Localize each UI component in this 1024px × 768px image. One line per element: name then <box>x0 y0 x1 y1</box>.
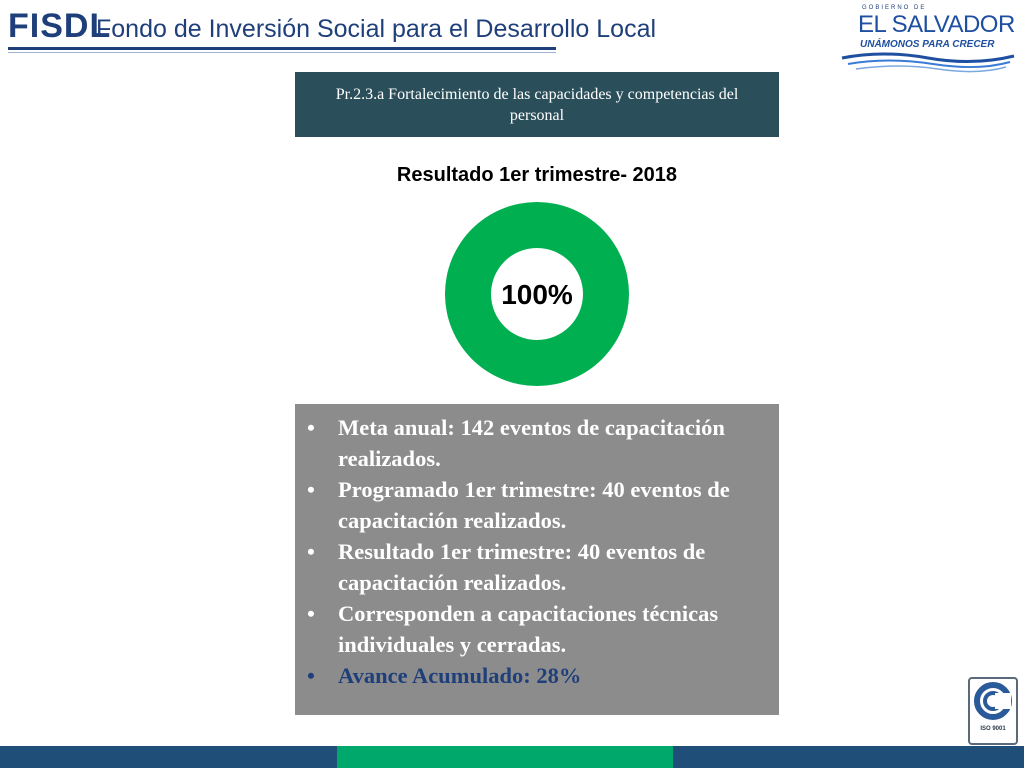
footer-bar-right <box>673 746 1024 768</box>
list-item-text: Meta anual: 142 eventos de capacitación realizados. <box>338 415 725 471</box>
gov-name: EL SALVADOR <box>858 11 1015 38</box>
bullet-icon: • <box>307 601 315 626</box>
list-item <box>307 412 763 474</box>
chart-title: Resultado 1er trimestre- 2018 <box>396 164 678 186</box>
logo-underline-thin <box>8 52 556 53</box>
footer-bar-left <box>0 746 337 768</box>
gov-small-label: GOBIERNO DE <box>862 5 927 11</box>
iso-label: ISO 9001 <box>980 726 1006 732</box>
bullet-icon: • <box>307 663 315 688</box>
fisdl-logo <box>4 6 657 58</box>
fisdl-acronym: FISDL <box>8 7 112 45</box>
list-item <box>307 474 763 536</box>
list-item-text: Resultado 1er trimestre: 40 eventos de capacitación realizados. <box>338 539 706 595</box>
info-box <box>295 404 779 715</box>
footer-bar-middle <box>337 746 673 768</box>
bullet-icon: • <box>307 477 315 502</box>
list-item-text: Programado 1er trimestre: 40 eventos de capacitación realizados. <box>338 477 730 533</box>
list-item <box>307 598 763 660</box>
donut-chart <box>444 201 630 387</box>
fisdl-full-name: Fondo de Inversión Social para el Desarrollo Local <box>96 15 657 43</box>
donut-center-label: 100% <box>501 279 573 310</box>
iso-badge <box>968 677 1018 745</box>
logo-underline <box>8 47 556 50</box>
bullet-icon: • <box>307 415 315 440</box>
section-title: Pr.2.3.a Fortalecimiento de las capacidades y competencias del personal <box>295 72 779 137</box>
bullet-icon: • <box>307 539 315 564</box>
list-item-highlight <box>307 660 763 691</box>
iso-logo-icon <box>970 679 1016 723</box>
gov-slogan: UNÁMONOS PARA CRECER <box>860 39 995 50</box>
gobierno-logo <box>838 2 1018 76</box>
waves-icon <box>838 50 1018 74</box>
list-item-text: Corresponden a capacitaciones técnicas individuales y cerradas. <box>338 601 719 657</box>
list-item <box>307 536 763 598</box>
bullet-list <box>307 412 763 691</box>
list-item-text: Avance Acumulado: 28% <box>338 663 582 688</box>
